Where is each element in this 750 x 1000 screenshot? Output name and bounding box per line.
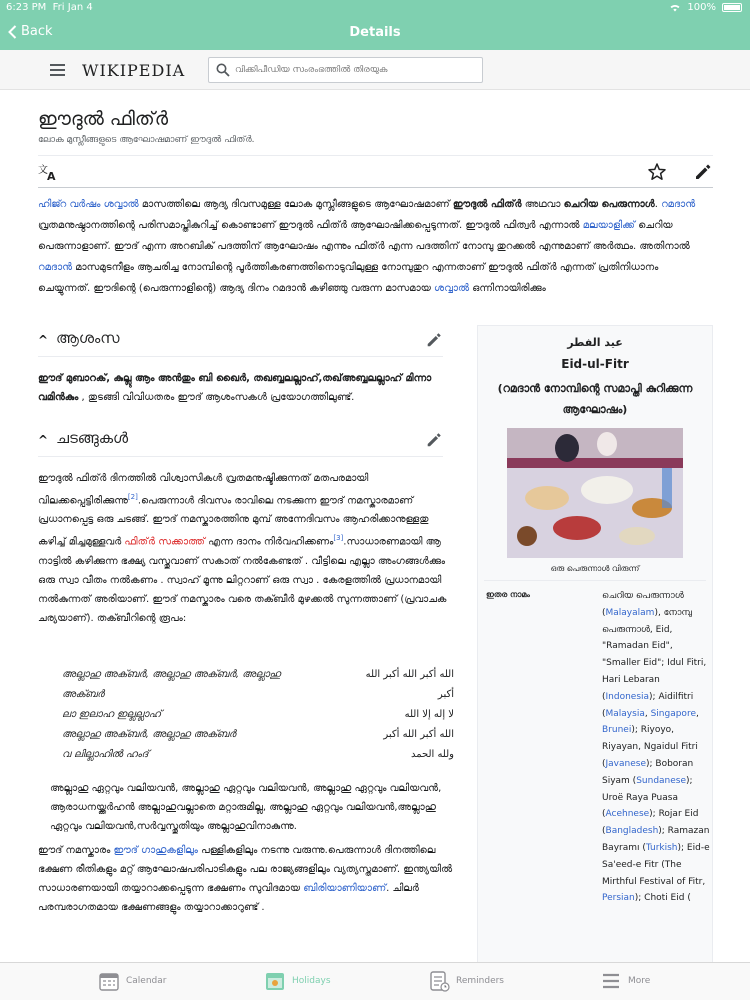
- link-language[interactable]: Acehnese: [605, 809, 650, 820]
- greetings-paragraph: ഈദ് മുബാറക്, കുല്ലു ആം അൻതും ബി ഖൈർ, തഖബ്ബലല്ലാഹ്,തഖ്അബ്ബലല്ലാഹ് മിന്നാ വമിൻകും , തുടങ്ങി വിവിധതരം ഈദ് ആശംസകൾ പ്രയോഗത്തിലുണ്ട്.: [38, 373, 432, 403]
- article-content: [0, 91, 750, 962]
- more-icon: [600, 970, 622, 992]
- infobox-arabic-name: عيد الفطر: [567, 336, 623, 349]
- divider: [38, 187, 713, 188]
- takbeer-line: അക്ബർ أكبر: [62, 689, 454, 700]
- status-right: [669, 2, 742, 13]
- tab-calendar[interactable]: Calendar: [98, 970, 166, 992]
- link-shawwal[interactable]: ശവ്വാൽ: [434, 283, 470, 294]
- search-box[interactable]: [208, 57, 483, 83]
- reminders-icon: [428, 970, 450, 992]
- link-language[interactable]: Javanese: [605, 758, 646, 769]
- wifi-icon: [669, 3, 681, 12]
- edit-icon[interactable]: [425, 331, 443, 349]
- takbeer-line: അല്ലാഹു അക്ബർ, അല്ലാഹു അക്ബർ, അല്ലാഹു الله أكبر الله أكبر الله: [62, 669, 454, 680]
- chevron-up-icon[interactable]: ^: [38, 433, 49, 447]
- link-fitr-zakat[interactable]: ഫിത്ർ സക്കാത്ത്: [124, 536, 205, 548]
- link-biryani[interactable]: ബിരിയാണിയാണ്: [303, 883, 387, 894]
- other-names-value: ചെറിയ പെരുന്നാൾ (Malayalam), നോമ്പു പെരുന്നാൾ, Eid, "Ramadan Eid", "Smaller Eid"; Idul Fitri, Hari Lebaran (Indonesia); Aidilfitri (Malaysia, Singapore, Brunei); Riyoyo, Riyayan, Ngaidul Fitri (Javanese); Boboran Siyam (Sundanese); Uroë Raya Puasa (Acehnese); Rojar Eid (Bangladesh); Ramazan Bayramı (Turkish); Eid-e Sa'eed-e Fitr (The Mirthful Festival of Fitr, Persian); Choti Eid (: [602, 591, 710, 904]
- rituals-paragraph: ഈദുൽ ഫിത്ർ ദിനത്തിൽ വിശ്വാസികൾ വ്രതമനുഷ്ടിക്കുന്നത് മതപരമായി വിലക്കപ്പെട്ടിരിക്കുന്നു[2].പെരുന്നാൾ ദിവസം രാവിലെ നടക്കുന്ന ഈദ് നമസ്കാരമാണ് പ്രധാനപ്പെട്ട ഒരു ചടങ്ങ്. ഈദ് നമസ്കാരത്തിനു മുമ്പ് അന്നേദിവസം ആഹരിക്കാനുള്ളതു കഴിച്ച് മിച്ചമുള്ളവർ ഫിത്ർ സക്കാത്ത് എന്ന ദാനം നിർവഹിക്കണം[3].സാധാരണമായി ആ നാട്ടിൽ കഴിക്കുന്ന ഭക്ഷ്യ വസ്തുവാണ് സകാത് നൽകേണ്ടത് . വീട്ടിലെ എല്ലാ അംഗങ്ങൾക്കും ഒരു സ്വാ വീതം നൽകണം . സ്വാഹ് മൂന്നു ലിറ്ററാണ് ഒരു സ്വാ . കേരളത്തിൽ പ്രധാനമായി നൽകുന്നത് അരിയാണ്. ഈദ് നമസ്കാരം വരെ തക്ബീർ മുഴക്കൽ സുന്നത്താണ് (പ്രവാചക ചര്യയാണ്). തക്ബീറിന്റെ രൂപം:: [38, 473, 447, 624]
- takbeer-line: ലാ ഇലാഹ ഇല്ലല്ലാഹ് لا إله إلا الله: [62, 709, 454, 720]
- section-title: ആശംസ: [56, 329, 120, 347]
- battery-percent: 100%: [687, 2, 716, 13]
- nav-bar: [0, 16, 750, 50]
- page-actions: [38, 158, 713, 186]
- link-language[interactable]: Singapore: [650, 708, 696, 719]
- takbeer-line: വ ലില്ലാഹിൽ ഹംദ് ولله الحمد: [62, 749, 454, 760]
- search-input[interactable]: [235, 61, 475, 79]
- section-title: ചടങ്ങുകൾ: [56, 429, 129, 447]
- page-title: ഈദുൽ ഫിത്ർ: [38, 108, 168, 130]
- other-names-label: ഇതര നാമം: [486, 590, 530, 599]
- svg-text:文: 文: [38, 165, 48, 176]
- holidays-icon: [264, 970, 286, 992]
- status-bar: [0, 0, 750, 16]
- feast-photo: [507, 428, 683, 558]
- takbeer-meaning: അല്ലാഹു ഏറ്റവും വലിയവൻ, അല്ലാഹു ഏറ്റവും വലിയവൻ, അല്ലാഹു ഏറ്റവും വലിയവൻ, ആരാധനയ്ക്കർഹൻ അല്ലാഹുവല്ലാതെ മറ്റാരുമില്ല, അല്ലാഹു ഏറ്റവും വലിയവൻ,അല്ലാഹു ഏറ്റവും വലിയവൻ,സർവ്വസ്തുതിയും അല്ലാഹുവിനാകുന്നു.: [50, 783, 442, 832]
- back-label: Back: [21, 24, 53, 39]
- prayer-paragraph: ഈദ് നമസ്കാരം ഈദ് ഗാഹുകളിലും പള്ളികളിലും നടന്നു വരുന്നു.പെരുന്നാൾ ദിനത്തിലെ ഭക്ഷണ രീതികളും മറ്റ് ആഘോഷപരിപാടികളും പല രാജ്യങ്ങളിലും വ്യത്യസ്തമാണ്. ഇന്ത്യയിൽ സാധാരണയായി തയ്യാറാക്കപ്പെടുന്ന ഭക്ഷണം സുവിദമായ ബിരിയാണിയാണ്. ചിലർ പരമ്പരാഗതമായ ഭക്ഷണങ്ങളും തയ്യാറാക്കാറുണ്ട് .: [38, 845, 453, 913]
- divider: [484, 580, 706, 581]
- takbeer-line: അല്ലാഹു അക്ബർ, അല്ലാഹു അക്ബർ الله أكبر الله أكبر: [62, 729, 454, 740]
- link-malayali[interactable]: മലയാളിക്ക്: [582, 220, 636, 231]
- link-ramadan[interactable]: റമദാൻ: [38, 262, 73, 273]
- link-language[interactable]: Turkish: [645, 842, 678, 853]
- tab-reminders[interactable]: Reminders: [428, 970, 504, 992]
- svg-text:A: A: [47, 170, 56, 182]
- link-language[interactable]: Malayalam: [605, 607, 655, 618]
- infobox: [477, 325, 713, 962]
- link-hijri-year[interactable]: ഹിജ്റ വർഷം: [38, 199, 101, 210]
- link-language[interactable]: Malaysia: [605, 708, 645, 719]
- reference-link[interactable]: [2]: [127, 493, 138, 501]
- tab-bar: [0, 962, 750, 1000]
- calendar-icon: [98, 970, 120, 992]
- link-eidgah[interactable]: ഈദ് ഗാഹുകളിലും: [113, 845, 198, 856]
- infobox-caption: ഒരു പെരുന്നാൾ വിരുന്ന്: [550, 564, 640, 573]
- status-date: Fri Jan 4: [52, 2, 93, 13]
- wikipedia-logo[interactable]: WIKIPEDIA: [82, 61, 186, 80]
- language-icon[interactable]: [38, 162, 58, 182]
- takbeer-text: [62, 667, 454, 767]
- chevron-up-icon[interactable]: ^: [38, 333, 49, 347]
- link-language[interactable]: Sundanese: [636, 775, 687, 786]
- page-subtitle: ലോക മുസ്ലീങ്ങളുടെ ആഘോഷമാണ് ഈദുൽ ഫിത്ർ.: [38, 135, 255, 145]
- section-header-rituals[interactable]: [38, 427, 443, 457]
- search-icon: [216, 63, 230, 77]
- link-ramadan[interactable]: റമദാൻ: [661, 199, 696, 210]
- link-shawwal[interactable]: ശവ്വാൽ: [103, 199, 139, 210]
- lead-paragraph: ഹിജ്റ വർഷം ശവ്വാൽ മാസത്തിലെ ആദ്യ ദിവസമുള്ള ലോക മുസ്ലീങ്ങളുടെ ആഘോഷമാണ് ഈദുൽ ഫിത്ർ അഥവാ ചെറിയ പെരുന്നാൾ. റമദാൻ വ്രതമനുഷ്ഠാനത്തിന്റെ പരിസമാപ്തികുറിച്ച് കൊണ്ടാണ് ഈദുൽ ഫിത്ർ ആഘോഷിക്കപ്പെടുന്നത്. ഈദുൽ ഫിത്വർ എന്നാൽ മലയാളിക്ക് ചെറിയ പെരുന്നാളാണ്. ഈദ് എന്ന അറബിക് പദത്തിന് ആഘോഷം എന്നും ഫിത്ർ എന്ന പദത്തിന് നോമ്പു തുറക്കൽ എന്നുമാണ് അർത്ഥം. അതിനാൽ റമദാൻ മാസമുടനീളം ആചരിച്ച നോമ്പിന്റെ പൂർത്തികരണത്തിനൊടുവിലുള്ള നോമ്പുതുറ എന്നതാണ് ഈദുൽ ഫിത്ർ എന്നത് പ്രതിനിധാനം ചെയ്യുന്നത്. ഈദിന്റെ (പെരുന്നാളിന്റെ) ആദ്യ ദിനം റമദാൻ കഴിഞ്ഞു വരുന്ന മാസമായ ശവ്വാൽ ഒന്നിനായിരിക്കും: [38, 199, 696, 294]
- edit-icon[interactable]: [425, 431, 443, 449]
- reference-link[interactable]: [3]: [333, 534, 344, 543]
- menu-icon[interactable]: [50, 64, 65, 76]
- link-language[interactable]: Bangladesh: [605, 826, 659, 837]
- nav-title: Details: [349, 25, 401, 40]
- link-language[interactable]: Indonesia: [605, 691, 650, 702]
- infobox-subtitle: (റമദാൻ നോമ്പിന്റെ സമാപ്തി കുറിക്കുന്ന ആഘോഷം): [497, 382, 693, 416]
- infobox-name: Eid-ul-Fitr: [561, 357, 629, 371]
- status-time: 6:23 PM Fri Jan 4: [6, 2, 93, 13]
- tab-holidays[interactable]: Holidays: [264, 970, 331, 992]
- battery-icon: [722, 3, 742, 12]
- eid-feast-image[interactable]: [507, 428, 683, 558]
- link-language[interactable]: Persian: [602, 893, 635, 904]
- link-language[interactable]: Brunei: [602, 725, 632, 736]
- divider: [38, 155, 713, 156]
- tab-more[interactable]: More: [600, 970, 650, 992]
- star-icon[interactable]: [647, 162, 667, 182]
- section-header-greetings[interactable]: [38, 327, 443, 357]
- wiki-header: [0, 50, 750, 90]
- edit-icon[interactable]: [693, 162, 713, 182]
